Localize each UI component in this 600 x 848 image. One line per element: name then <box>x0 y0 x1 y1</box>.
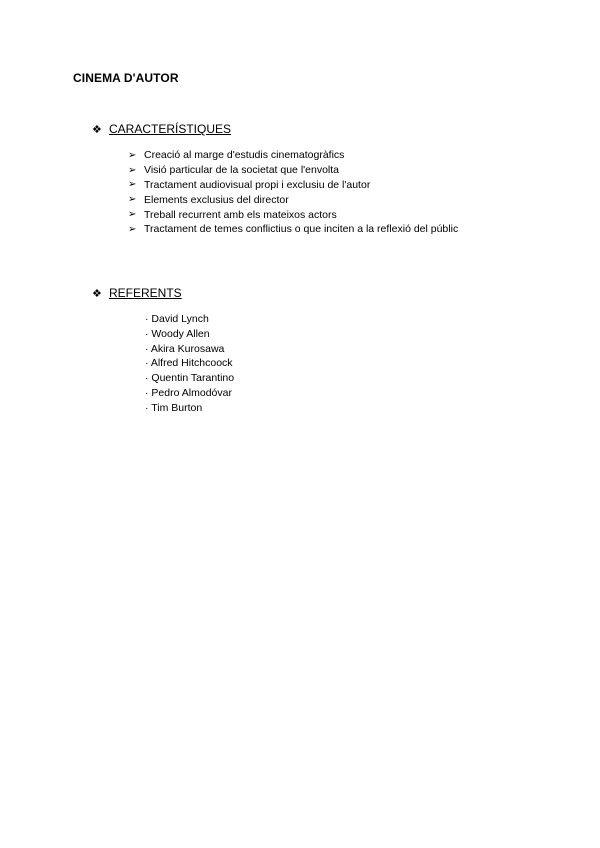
characteristics-list <box>128 148 458 237</box>
arrow-bullet-icon: ➢ <box>128 164 137 176</box>
arrow-bullet-icon: ➢ <box>128 194 137 206</box>
list-item-text: Elements exclusius del director <box>144 193 289 206</box>
section-heading <box>92 121 231 137</box>
list-item <box>128 222 458 237</box>
list-item <box>128 163 458 178</box>
list-item: · Alfred Hitchcoock <box>145 357 233 370</box>
section-characteristics <box>92 121 459 236</box>
arrow-bullet-icon: ➢ <box>128 223 137 235</box>
section-references <box>92 285 235 414</box>
page-title: CINEMA D'AUTOR <box>73 71 179 85</box>
characteristics-heading: CARACTERÍSTIQUES <box>109 122 232 136</box>
list-item: · Akira Kurosawa <box>145 342 225 355</box>
list-item: · Quentin Tarantino <box>145 372 235 385</box>
list-item-text: Visió particular de la societat que l'envolta <box>144 164 340 177</box>
list-item-text: Creació al marge d'estudis cinematogràfics <box>144 149 345 162</box>
list-item: · Tim Burton <box>145 401 203 414</box>
list-item: · Pedro Almodóvar <box>145 386 232 399</box>
list-item <box>128 178 458 193</box>
arrow-bullet-icon: ➢ <box>128 149 137 161</box>
references-list <box>145 312 234 416</box>
list-item-text: Tractament de temes conflictius o que inciten a la reflexió del públic <box>144 223 459 236</box>
list-item <box>128 148 458 163</box>
list-item-text: Tractament audiovisual propi i exclusiu de l'autor <box>144 178 371 191</box>
list-item: · David Lynch <box>145 313 209 325</box>
arrow-bullet-icon: ➢ <box>128 209 137 221</box>
list-item-text: Treball recurrent amb els mateixos actors <box>144 208 337 221</box>
section-heading <box>92 285 182 301</box>
list-item <box>128 207 458 222</box>
arrow-bullet-icon: ➢ <box>128 179 137 191</box>
list-item: · Woody Allen <box>145 327 210 340</box>
diamond-bullet-icon: ❖ <box>92 123 102 136</box>
diamond-bullet-icon: ❖ <box>92 287 102 300</box>
references-heading: REFERENTS <box>109 286 182 300</box>
list-item <box>128 192 458 207</box>
